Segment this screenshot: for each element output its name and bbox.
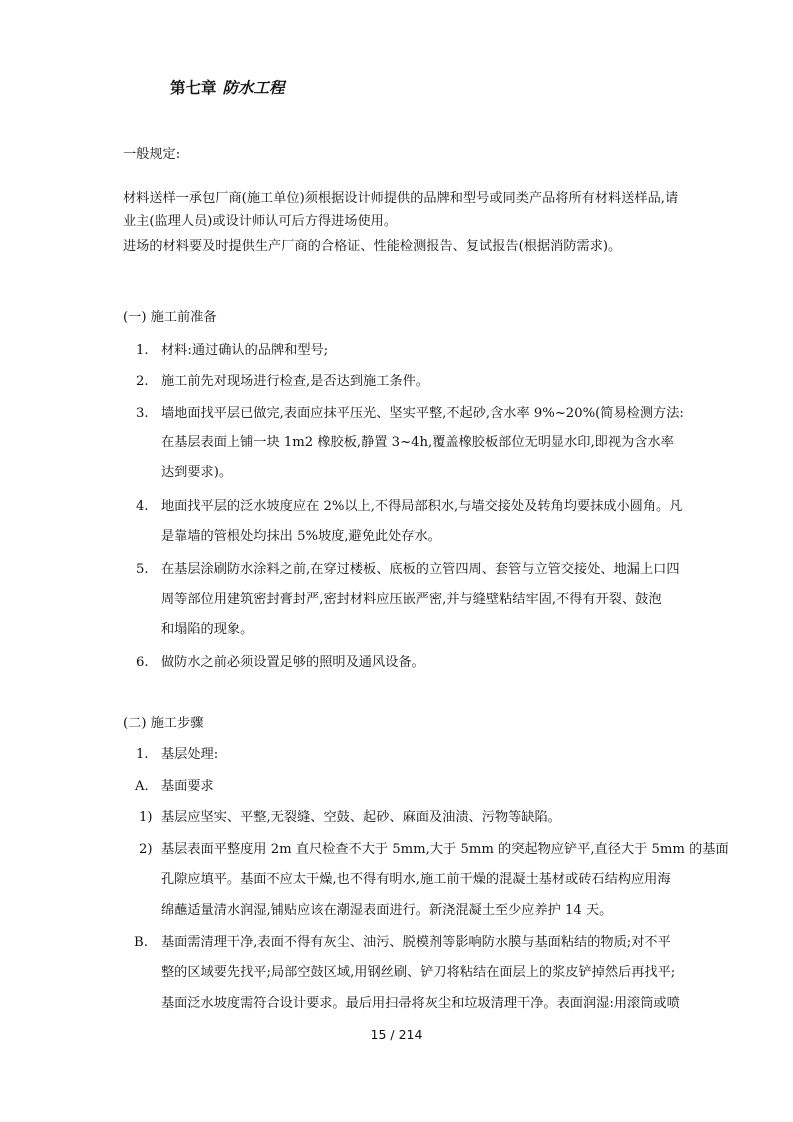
general-heading: 一般规定: [123,147,181,162]
chapter-title [170,76,285,98]
list-item-line: 周等部位用建筑密封膏封严,密封材料应压嵌严密,并与缝壁粘结牢固,不得有开裂、鼓泡 [161,592,662,607]
chapter-number: 第七章 [170,79,217,97]
list-item-line: 在基层表面上铺一块 1m2 橡胶板,静置 3~4h,覆盖橡胶板部位无明显水印,即视为含水率 [161,435,674,450]
list-item-line: 材料:通过确认的品牌和型号; [161,343,329,358]
list-number: 5. [136,562,149,577]
list-item-line: 基面需清理干净,表面不得有灰尘、油污、脱模剂等影响防水膜与基面粘结的物质;对不平 [161,935,671,950]
sub-list-number: 2) [139,842,153,857]
list-item-line: 施工前先对现场进行检查,是否达到施工条件。 [161,374,429,389]
list-item-line: 整的区域要先找平;局部空鼓区域,用钢丝刷、铲刀将粘结在面层上的浆皮铲掉然后再找平; [161,965,676,980]
list-item-line: 地面找平层的泛水坡度应在 2%以上,不得局部积水,与墙交接处及转角均要抹成小圆角。凡 [161,499,683,514]
general-paragraph-1-line-2: 业主(监理人员)或设计师认可后方得进场使用。 [123,214,398,229]
chapter-name: 防水工程 [222,79,285,97]
list-item-line: 基层表面平整度用 2m 直尺检查不大于 5mm,大于 5mm 的突起物应铲平,直径大于 5mm 的基面 [161,842,729,857]
list-item-line: 在基层涂刷防水涂料之前,在穿过楼板、底板的立管四周、套管与立管交接处、地漏上口四 [161,562,680,577]
list-item-line: 是靠墙的管根处均抹出 5%坡度,避免此处存水。 [161,529,441,544]
list-item-line: 墙地面找平层已做完,表面应抹平压光、坚实平整,不起砂,含水率 9%~20%(简易检测方法: [161,406,684,421]
list-letter: A. [135,779,149,794]
general-paragraph-2: 进场的材料要及时提供生产厂商的合格证、性能检测报告、复试报告(根据消防需求)。 [123,239,622,254]
list-item-line: 做防水之前必须设置足够的照明及通风设备。 [161,655,425,670]
list-item-line: 基面要求 [161,779,214,794]
list-number: 2. [136,374,149,389]
list-item-line: 基面泛水坡度需符合设计要求。最后用扫帚将灰尘和垃圾清理干净。表面润湿:用滚筒或喷 [161,996,680,1011]
list-number: 1. [136,747,149,762]
page-number: 15 / 214 [370,1027,423,1042]
list-item-line: 基层处理: [161,747,219,762]
list-number: 3. [136,406,149,421]
list-item-line: 和塌陷的现象。 [161,622,254,637]
list-item-line: 绵蘸适量清水润湿,铺贴应该在潮湿表面进行。新浇混凝土至少应养护 14 天。 [161,903,613,918]
section-heading-steps: (二) 施工步骤 [123,716,204,731]
list-item-line: 孔隙应填平。基面不应太干燥,也不得有明水,施工前干燥的混凝土基材或砖石结构应用海 [161,872,671,887]
list-letter: B. [134,935,148,950]
sub-list-number: 1) [139,810,153,825]
list-number: 6. [136,655,149,670]
list-item-line: 达到要求)。 [161,465,233,480]
general-paragraph-1-line-1: 材料送样一承包厂商(施工单位)须根据设计师提供的品牌和型号或同类产品将所有材料送样品,请 [123,191,679,206]
section-heading-prep: (一) 施工前准备 [123,310,217,325]
list-number: 1. [136,343,149,358]
list-item-line: 基层应坚实、平整,无裂缝、空鼓、起砂、麻面及油渍、污物等缺陷。 [161,810,561,825]
list-number: 4. [136,499,149,514]
